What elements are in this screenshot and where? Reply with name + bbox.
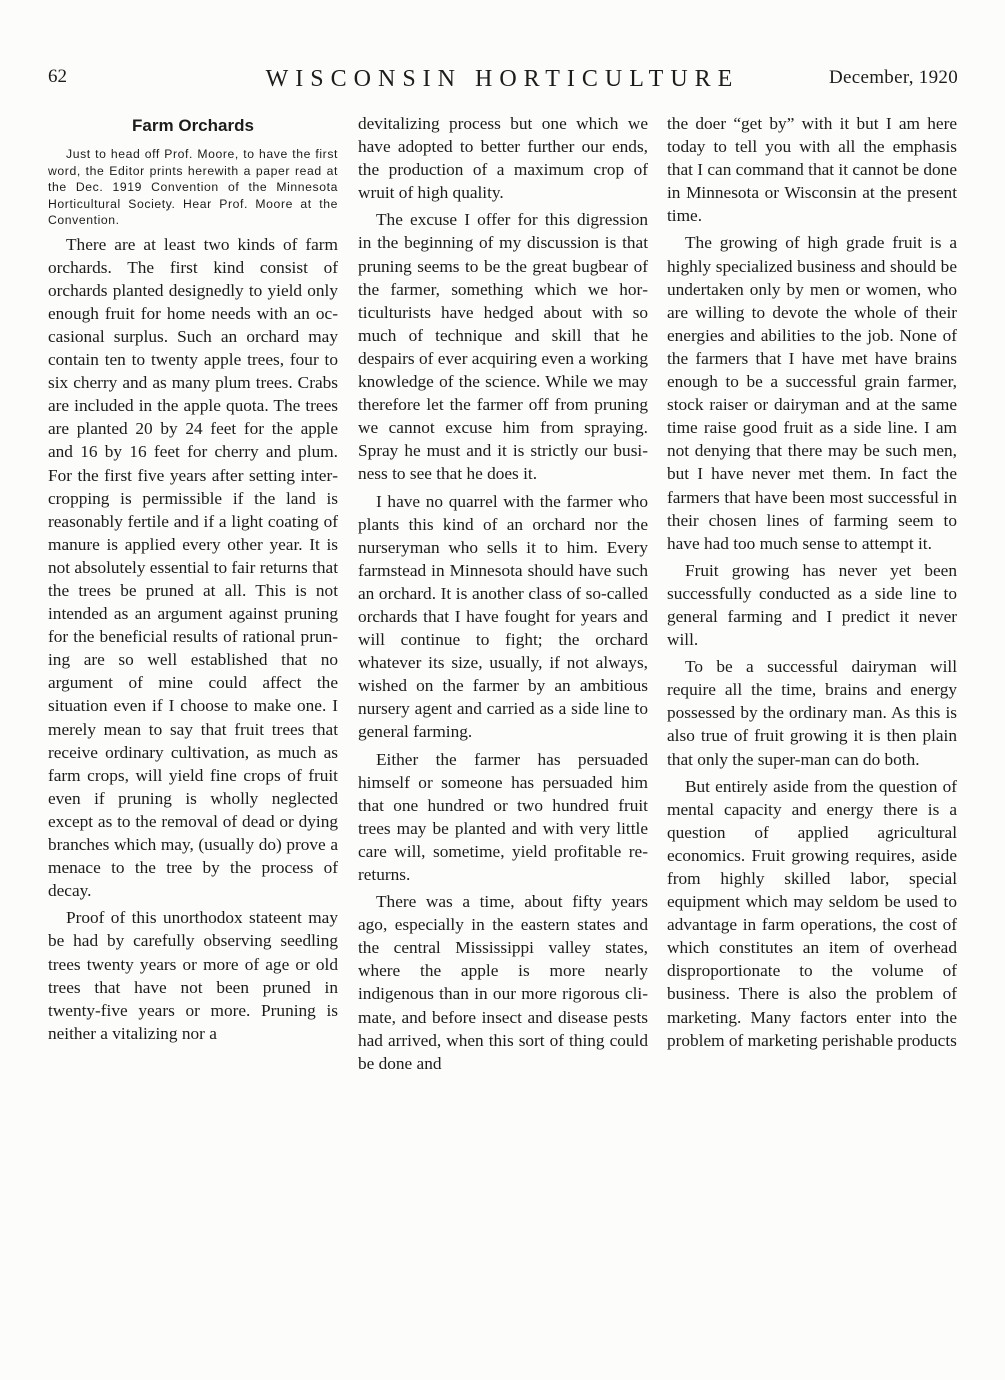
paragraph: There was a time, about fifty years ago, especially in the eastern states and the central Mississippi valley states, where the apple is more nearly indigenous than in our more rigorous climate, and before insect and disease pests had arrived, when this sort of thing could be done and [358, 892, 648, 1073]
issue-date: December, 1920 [829, 67, 958, 88]
paragraph: There are at least two kinds of farm orchards. The first kind consist of orchards planted designedly to yield only enough fruit for home needs with an occasional surplus. Such an orchard may contain ten to twenty apple trees, four to six cherry and as many plum trees. Crabs are included in the apple quota. The trees are planted 20 by 24 feet for the apple and 16 by 16 feet for cherry and plum. For the first five years after setting intercropping is permissible if the land is reasonably fertile and if a light coating of manure is applied every other year. It is not absolutely essential to fair returns that the trees be pruned at all. This is not intended as an argument against pruning for the beneficial results of rational pruning are so well established that no argument of mine could affect the situation even if I choose to make one. I merely mean to say that fruit trees that receive ordinary cultivation, as much as farm crops, will yield fine crops of fruit even if pruning is wholly neglected except as to the removal of dead or dying branches which may, (usually do) prove a menace to the tree by the process of decay. [48, 234, 338, 901]
journal-title: WISCONSIN HORTICULTURE [265, 66, 740, 92]
paragraph-continued: devitalizing process but one which we have adopted to better further our ends, the production of a maximum crop of wruit of high quality. [358, 114, 648, 203]
paragraph-continued: the doer “get by” with it but I am here today to tell you with all the emphasis that I can command that it cannot be done in Minnesota or Wisconsin at the present time. [667, 114, 957, 226]
editor-note: Just to head off Prof. Moore, to have the first word, the Editor prints herewith a paper read at the Dec. 1919 Convention of the Minnesota Horticultural Society. Hear Prof. Moore at the Convention. [48, 147, 338, 228]
paragraph: The growing of high grade fruit is a highly specialized business and should be undertaken only by men or women, who are willing to devote the whole of their energies and abilities to the job. None of the farmers that I have met have brains enough to be a successful grain farmer, stock raiser or dairyman and at the same time raise good fruit as a side line. I am not denying that there may be such men, but I have never met them. In fact the farmers that have been most successful in their chosen lines of farming seem to have had too much sense to attempt it. [667, 233, 957, 553]
column-2 [358, 112, 648, 1079]
page-header [0, 66, 1005, 100]
paragraph: The excuse I offer for this digression in the beginning of my discussion is that pruning seems to be the great bugbear of the farmer, something which we horticulturists have hedged about with so much of technique and skill that he despairs of ever acquiring even a working knowledge of the science. While we may therefore let the farmer off from pruning we cannot excuse him from spraying. Spray he must and it is strictly our business to see that he does it. [358, 210, 648, 484]
article-title: Farm Orchards [132, 116, 254, 135]
column-1 [48, 112, 338, 1049]
paragraph: To be a successful dairyman will require all the time, brains and energy possessed by the ordinary man. As this is also true of fruit growing it is then plain that only the super-man can do both. [667, 657, 957, 769]
paragraph: But entirely aside from the question of mental capacity and energy there is a question of applied agricultural economics. Fruit growing requires, aside from highly skilled labor, special equipment which may seldom be used to advantage in farm operations, the cost of which constitutes an item of overhead disproportionate to the volume of business. There is also the problem of marketing. Many factors enter into the problem of marketing perishable products [667, 776, 957, 1050]
page-number: 62 [48, 66, 67, 87]
paragraph: Fruit growing has never yet been successfully conducted as a side line to general farming and I predict it never will. [667, 560, 957, 650]
paragraph: I have no quarrel with the farmer who plants this kind of an orchard nor the nurseryman who sells it to him. Every farmstead in Minnesota should have such an orchard. It is another class of so-called orchards that I have fought for years and will continue to fight; the orchard whatever its size, usually, if not always, wished on the farmer by an ambitious nursery agent and carried as a side line to general farming. [358, 491, 648, 742]
paragraph: Either the farmer has persuaded himself or someone has persuaded him that one hundred or two hundred fruit trees may be planted and with very little care will, sometime, yield profitable rereturns. [358, 749, 648, 884]
column-3 [667, 112, 957, 1056]
paragraph: Proof of this unorthodox stateent may be had by carefully observing seedling trees twenty years or more of age or old trees that have not been pruned in twenty-five years or more. Pruning is neither a vitalizing nor a [48, 908, 338, 1043]
